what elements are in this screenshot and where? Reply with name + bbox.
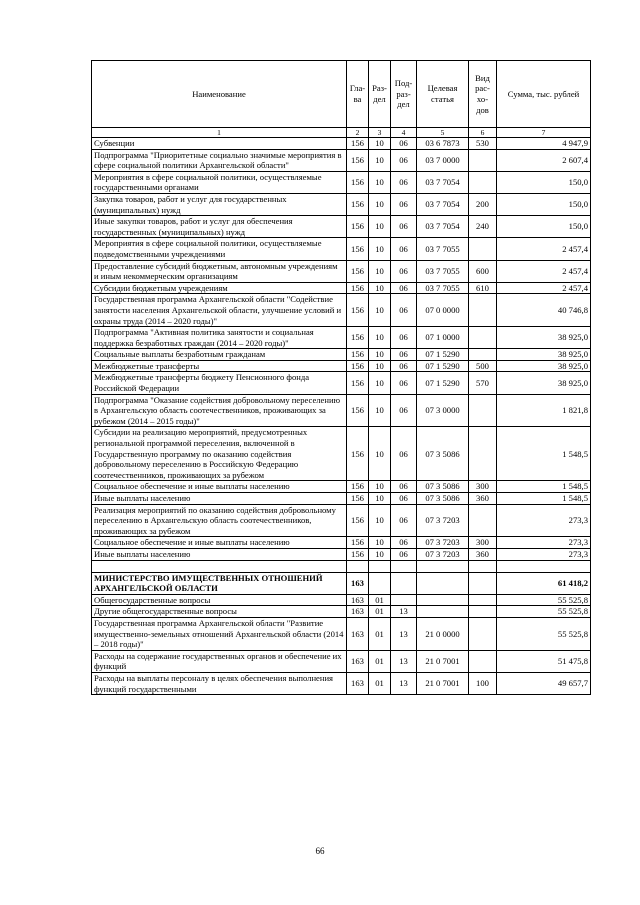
row-expense-type: 240 bbox=[469, 216, 497, 238]
row-target: 07 3 7203 bbox=[417, 537, 469, 549]
table-row bbox=[92, 427, 591, 481]
row-chapter: 156 bbox=[347, 216, 369, 238]
row-expense-type bbox=[469, 504, 497, 537]
row-expense-type: 570 bbox=[469, 372, 497, 394]
row-section: 10 bbox=[369, 327, 391, 349]
row-amount: 273,3 bbox=[497, 504, 591, 537]
row-expense-type bbox=[469, 394, 497, 427]
row-name: Иные выплаты населению bbox=[92, 493, 347, 505]
row-target: 03 7 7054 bbox=[417, 193, 469, 215]
row-expense-type bbox=[469, 427, 497, 481]
row-amount: 1 548,5 bbox=[497, 493, 591, 505]
row-subsection: 06 bbox=[391, 504, 417, 537]
row-chapter: 156 bbox=[347, 294, 369, 327]
row-target: 21 0 0000 bbox=[417, 617, 469, 650]
header-chapter: Гла-ва bbox=[347, 61, 369, 128]
row-target: 07 1 5290 bbox=[417, 349, 469, 361]
row-target: 07 3 7203 bbox=[417, 548, 469, 560]
row-name: Подпрограмма "Активная политика занятости и социальная поддержка безработных граждан (2014 – 2020 годы)" bbox=[92, 327, 347, 349]
row-expense-type bbox=[469, 149, 497, 171]
row-name: Социальное обеспечение и иные выплаты населению bbox=[92, 537, 347, 549]
row-subsection: 06 bbox=[391, 493, 417, 505]
row-target bbox=[417, 606, 469, 618]
row-target: 03 7 0000 bbox=[417, 149, 469, 171]
row-section: 01 bbox=[369, 594, 391, 606]
row-subsection: 06 bbox=[391, 372, 417, 394]
table-row bbox=[92, 650, 591, 672]
budget-table bbox=[91, 60, 591, 695]
row-target: 07 3 0000 bbox=[417, 394, 469, 427]
row-expense-type: 360 bbox=[469, 548, 497, 560]
row-chapter: 156 bbox=[347, 481, 369, 493]
row-section: 10 bbox=[369, 216, 391, 238]
table-row bbox=[92, 294, 591, 327]
row-amount: 2 457,4 bbox=[497, 282, 591, 294]
row-expense-type bbox=[469, 650, 497, 672]
row-section: 10 bbox=[369, 548, 391, 560]
row-amount: 38 925,0 bbox=[497, 360, 591, 372]
row-expense-type: 360 bbox=[469, 493, 497, 505]
row-chapter: 156 bbox=[347, 282, 369, 294]
row-name: Межбюджетные трансферты bbox=[92, 360, 347, 372]
table-row bbox=[92, 327, 591, 349]
row-subsection bbox=[391, 594, 417, 606]
row-subsection: 06 bbox=[391, 427, 417, 481]
row-expense-type: 600 bbox=[469, 260, 497, 282]
row-section: 01 bbox=[369, 650, 391, 672]
row-name: Другие общегосударственные вопросы bbox=[92, 606, 347, 618]
row-expense-type: 300 bbox=[469, 481, 497, 493]
row-target: 07 3 7203 bbox=[417, 504, 469, 537]
row-name: Межбюджетные трансферты бюджету Пенсионного фонда Российской Федерации bbox=[92, 372, 347, 394]
row-subsection: 06 bbox=[391, 327, 417, 349]
column-number: 2 bbox=[347, 128, 369, 138]
row-subsection: 13 bbox=[391, 617, 417, 650]
row-subsection: 06 bbox=[391, 294, 417, 327]
row-amount: 150,0 bbox=[497, 171, 591, 193]
row-amount: 4 947,9 bbox=[497, 138, 591, 150]
table-row bbox=[92, 216, 591, 238]
row-amount: 40 746,8 bbox=[497, 294, 591, 327]
row-target: 07 3 5086 bbox=[417, 427, 469, 481]
table-row bbox=[92, 672, 591, 694]
row-chapter: 156 bbox=[347, 504, 369, 537]
row-expense-type: 200 bbox=[469, 193, 497, 215]
row-amount: 150,0 bbox=[497, 216, 591, 238]
row-amount: 38 925,0 bbox=[497, 349, 591, 361]
table-row bbox=[92, 493, 591, 505]
row-name: Субвенции bbox=[92, 138, 347, 150]
row-name: Мероприятия в сфере социальной политики, осуществляемые государственными органами bbox=[92, 171, 347, 193]
row-amount: 49 657,7 bbox=[497, 672, 591, 694]
page-number: 66 bbox=[315, 846, 325, 856]
column-number: 6 bbox=[469, 128, 497, 138]
row-name: Предоставление субсидий бюджетным, автономным учреждениям и иным некоммерческим организациям bbox=[92, 260, 347, 282]
table-body-ministry-156 bbox=[92, 138, 591, 561]
table-row bbox=[92, 606, 591, 618]
row-target: 21 0 7001 bbox=[417, 672, 469, 694]
row-name: Расходы на содержание государственных органов и обеспечение их функций bbox=[92, 650, 347, 672]
row-amount: 2 457,4 bbox=[497, 260, 591, 282]
row-expense-type bbox=[469, 594, 497, 606]
row-target: 07 3 5086 bbox=[417, 493, 469, 505]
row-subsection: 06 bbox=[391, 138, 417, 150]
ministry-name: МИНИСТЕРСТВО ИМУЩЕСТВЕННЫХ ОТНОШЕНИЙ АРХАНГЕЛЬСКОЙ ОБЛАСТИ bbox=[92, 572, 347, 594]
header-row bbox=[92, 61, 591, 128]
blank-row bbox=[92, 560, 591, 572]
column-number-row bbox=[92, 128, 591, 138]
row-target: 07 1 5290 bbox=[417, 372, 469, 394]
row-name: Общегосударственные вопросы bbox=[92, 594, 347, 606]
row-subsection: 06 bbox=[391, 360, 417, 372]
table-row bbox=[92, 372, 591, 394]
row-expense-type: 500 bbox=[469, 360, 497, 372]
row-expense-type: 300 bbox=[469, 537, 497, 549]
row-subsection: 06 bbox=[391, 481, 417, 493]
header-name: Наименование bbox=[92, 61, 347, 128]
row-chapter: 156 bbox=[347, 327, 369, 349]
row-section: 01 bbox=[369, 672, 391, 694]
row-chapter: 163 bbox=[347, 594, 369, 606]
row-name: Государственная программа Архангельской области "Содействие занятости населения Архангельской области, улучшение условий и охраны труда (2014 – 2020 годы)" bbox=[92, 294, 347, 327]
row-section: 10 bbox=[369, 193, 391, 215]
ministry-row bbox=[92, 572, 591, 594]
row-chapter: 156 bbox=[347, 394, 369, 427]
row-target: 03 7 7055 bbox=[417, 260, 469, 282]
row-section: 10 bbox=[369, 260, 391, 282]
row-name: Субсидии на реализацию мероприятий, предусмотренных региональной программой переселения, включенной в Государственную программу по оказанию содействия добровольному переселению в Российскую Федерацию соотечественников, проживающих за рубежом bbox=[92, 427, 347, 481]
column-number: 3 bbox=[369, 128, 391, 138]
row-name: Реализация мероприятий по оказанию содействия добровольному переселению в Архангельскую область соотечественников, проживающих за рубежом bbox=[92, 504, 347, 537]
row-amount: 1 548,5 bbox=[497, 481, 591, 493]
row-name: Подпрограмма "Оказание содействия добровольному переселению в Архангельскую область соотечественников, проживающих за рубежом (2014 – 2015 годы)" bbox=[92, 394, 347, 427]
row-target: 07 3 5086 bbox=[417, 481, 469, 493]
row-subsection: 06 bbox=[391, 260, 417, 282]
row-chapter: 163 bbox=[347, 606, 369, 618]
row-chapter: 156 bbox=[347, 260, 369, 282]
row-section: 01 bbox=[369, 606, 391, 618]
table-body-ministry-163 bbox=[92, 594, 591, 694]
row-expense-type: 610 bbox=[469, 282, 497, 294]
row-amount: 1 821,8 bbox=[497, 394, 591, 427]
row-name: Субсидии бюджетным учреждениям bbox=[92, 282, 347, 294]
table-row bbox=[92, 260, 591, 282]
row-section: 10 bbox=[369, 394, 391, 427]
table-row bbox=[92, 349, 591, 361]
ministry-chapter: 163 bbox=[347, 572, 369, 594]
row-target: 07 0 0000 bbox=[417, 294, 469, 327]
row-name: Иные выплаты населению bbox=[92, 548, 347, 560]
header-amount: Сумма, тыс. рублей bbox=[497, 61, 591, 128]
row-amount: 273,3 bbox=[497, 537, 591, 549]
row-subsection: 06 bbox=[391, 216, 417, 238]
row-name: Подпрограмма "Приоритетные социально значимые мероприятия в сфере социальной политики Архангельской области" bbox=[92, 149, 347, 171]
header-target: Целевая статья bbox=[417, 61, 469, 128]
table-row bbox=[92, 548, 591, 560]
row-subsection: 06 bbox=[391, 193, 417, 215]
row-subsection: 13 bbox=[391, 606, 417, 618]
row-amount: 1 548,5 bbox=[497, 427, 591, 481]
row-name: Государственная программа Архангельской области "Развитие имущественно-земельных отношений Архангельской области (2014 – 2018 годы)" bbox=[92, 617, 347, 650]
row-chapter: 156 bbox=[347, 548, 369, 560]
row-subsection: 06 bbox=[391, 149, 417, 171]
row-amount: 273,3 bbox=[497, 548, 591, 560]
row-name: Закупка товаров, работ и услуг для государственных (муниципальных) нужд bbox=[92, 193, 347, 215]
row-subsection: 13 bbox=[391, 650, 417, 672]
row-name: Расходы на выплаты персоналу в целях обеспечения выполнения функций государственными bbox=[92, 672, 347, 694]
row-section: 10 bbox=[369, 427, 391, 481]
row-amount: 38 925,0 bbox=[497, 327, 591, 349]
row-expense-type bbox=[469, 617, 497, 650]
row-amount: 55 525,8 bbox=[497, 606, 591, 618]
row-subsection: 06 bbox=[391, 349, 417, 361]
table-row bbox=[92, 394, 591, 427]
table-row bbox=[92, 238, 591, 260]
row-subsection: 06 bbox=[391, 238, 417, 260]
table-row bbox=[92, 481, 591, 493]
row-subsection: 06 bbox=[391, 394, 417, 427]
row-expense-type: 100 bbox=[469, 672, 497, 694]
row-chapter: 156 bbox=[347, 238, 369, 260]
row-expense-type bbox=[469, 171, 497, 193]
row-expense-type bbox=[469, 238, 497, 260]
row-section: 10 bbox=[369, 349, 391, 361]
table-row bbox=[92, 138, 591, 150]
row-amount: 55 525,8 bbox=[497, 617, 591, 650]
header-expense-type: Вид рас-хо-дов bbox=[469, 61, 497, 128]
row-chapter: 156 bbox=[347, 493, 369, 505]
row-section: 10 bbox=[369, 504, 391, 537]
table-row bbox=[92, 360, 591, 372]
table-row bbox=[92, 594, 591, 606]
row-subsection: 13 bbox=[391, 672, 417, 694]
table-row bbox=[92, 537, 591, 549]
table-row bbox=[92, 149, 591, 171]
header-subsection: Под-раз-дел bbox=[391, 61, 417, 128]
row-name: Социальные выплаты безработным гражданам bbox=[92, 349, 347, 361]
row-chapter: 156 bbox=[347, 372, 369, 394]
row-name: Иные закупки товаров, работ и услуг для обеспечения государственных (муниципальных) нужд bbox=[92, 216, 347, 238]
row-chapter: 156 bbox=[347, 149, 369, 171]
table-row bbox=[92, 282, 591, 294]
header-section: Раз-дел bbox=[369, 61, 391, 128]
column-number: 4 bbox=[391, 128, 417, 138]
row-target: 07 1 0000 bbox=[417, 327, 469, 349]
row-expense-type bbox=[469, 327, 497, 349]
row-amount: 38 925,0 bbox=[497, 372, 591, 394]
row-expense-type: 530 bbox=[469, 138, 497, 150]
row-chapter: 156 bbox=[347, 349, 369, 361]
row-chapter: 156 bbox=[347, 427, 369, 481]
row-amount: 2 457,4 bbox=[497, 238, 591, 260]
row-subsection: 06 bbox=[391, 537, 417, 549]
column-number: 5 bbox=[417, 128, 469, 138]
row-subsection: 06 bbox=[391, 548, 417, 560]
table-row bbox=[92, 504, 591, 537]
row-subsection: 06 bbox=[391, 171, 417, 193]
row-amount: 150,0 bbox=[497, 193, 591, 215]
row-chapter: 156 bbox=[347, 171, 369, 193]
row-section: 10 bbox=[369, 294, 391, 327]
row-section: 10 bbox=[369, 138, 391, 150]
row-amount: 2 607,4 bbox=[497, 149, 591, 171]
row-name: Мероприятия в сфере социальной политики, осуществляемые подведомственными учреждениями bbox=[92, 238, 347, 260]
table-row bbox=[92, 193, 591, 215]
row-name: Социальное обеспечение и иные выплаты населению bbox=[92, 481, 347, 493]
row-expense-type bbox=[469, 294, 497, 327]
row-target bbox=[417, 594, 469, 606]
row-chapter: 163 bbox=[347, 617, 369, 650]
row-section: 10 bbox=[369, 493, 391, 505]
table-row bbox=[92, 617, 591, 650]
row-subsection: 06 bbox=[391, 282, 417, 294]
row-target: 21 0 7001 bbox=[417, 650, 469, 672]
row-chapter: 156 bbox=[347, 193, 369, 215]
row-target: 03 7 7055 bbox=[417, 282, 469, 294]
row-section: 10 bbox=[369, 360, 391, 372]
row-chapter: 163 bbox=[347, 650, 369, 672]
row-section: 01 bbox=[369, 617, 391, 650]
row-target: 07 1 5290 bbox=[417, 360, 469, 372]
ministry-amount: 61 418,2 bbox=[497, 572, 591, 594]
row-amount: 55 525,8 bbox=[497, 594, 591, 606]
column-number: 7 bbox=[497, 128, 591, 138]
table-row bbox=[92, 171, 591, 193]
row-target: 03 7 7054 bbox=[417, 171, 469, 193]
row-target: 03 7 7055 bbox=[417, 238, 469, 260]
row-section: 10 bbox=[369, 238, 391, 260]
row-target: 03 6 7873 bbox=[417, 138, 469, 150]
row-chapter: 156 bbox=[347, 138, 369, 150]
row-chapter: 156 bbox=[347, 360, 369, 372]
row-section: 10 bbox=[369, 537, 391, 549]
row-expense-type bbox=[469, 349, 497, 361]
row-expense-type bbox=[469, 606, 497, 618]
row-section: 10 bbox=[369, 282, 391, 294]
row-section: 10 bbox=[369, 372, 391, 394]
row-section: 10 bbox=[369, 171, 391, 193]
row-target: 03 7 7054 bbox=[417, 216, 469, 238]
row-amount: 51 475,8 bbox=[497, 650, 591, 672]
column-number: 1 bbox=[92, 128, 347, 138]
row-chapter: 156 bbox=[347, 537, 369, 549]
row-section: 10 bbox=[369, 481, 391, 493]
table-body-spacer bbox=[92, 560, 591, 594]
row-section: 10 bbox=[369, 149, 391, 171]
row-chapter: 163 bbox=[347, 672, 369, 694]
